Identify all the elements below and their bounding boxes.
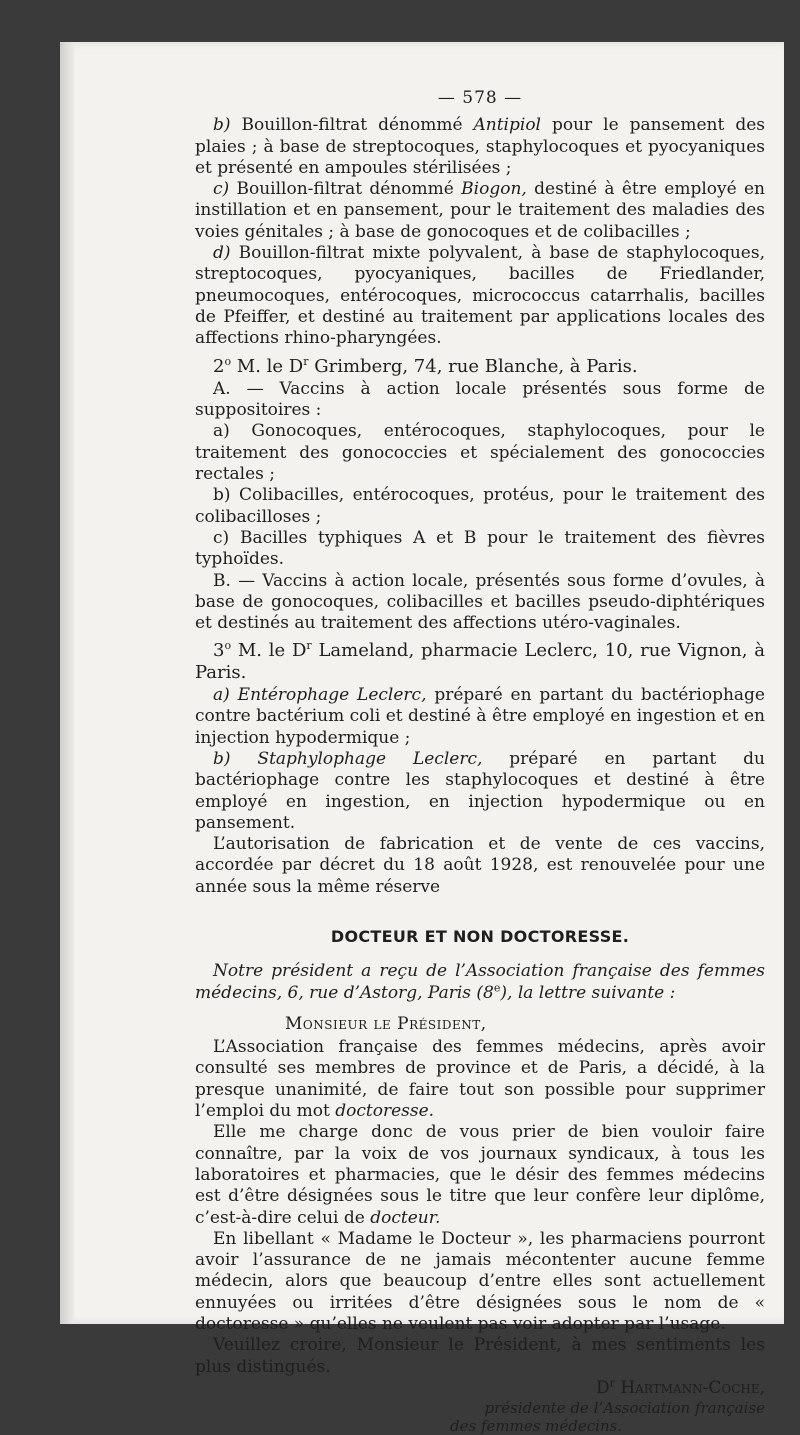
lameland-b: b) Staphylophage Leclerc, préparé en partant du bactériophage contre les staphylocoques et destiné à être employé en ingestion, en injection hypodermique ou en pansement. bbox=[195, 748, 765, 833]
intro: Notre président a reçu de l’Association française des femmes médecins, 6, rue d’Astorg, Paris (8e), la lettre suivante : bbox=[195, 961, 765, 1003]
grimberg-a: A. — Vaccins à action locale présentés sous forme de suppositoires : bbox=[195, 378, 765, 421]
item-c: c) Bouillon-filtrat dénommé Biogon, destiné à être employé en instillation et en pansement, pour le traitement des maladies des voies génitales ; à base de gonocoques et de colibacilles ; bbox=[195, 179, 765, 242]
letter-p4: Veuillez croire, Monsieur le Président, à mes sentiments les plus distingués. bbox=[195, 1335, 765, 1377]
grimberg-a-c: c) Bacilles typhiques A et B pour le traitement des fièvres typhoïdes. bbox=[195, 527, 765, 570]
letter-p3: En libellant « Madame le Docteur », les pharmaciens pourront avoir l’assurance de ne jamais mécontenter aucune femme médecin, alors que beaucoup d’entre elles sont actuellement ennuyées ou irritées d’être désignées sous le nom de « doctoresse » qu’elles ne veulent pas voir adopter par l’usage. bbox=[195, 1228, 765, 1335]
page-number: — 578 — bbox=[437, 88, 523, 108]
letter-p1: L’Association française des femmes médecins, après avoir consulté ses membres de province et de Paris, a décidé, à la presque unanimité, de faire tout son possible pour supprimer l’emploi du mot doctoresse. bbox=[195, 1037, 765, 1122]
grimberg-header: 2$^o$ M. le $D^r$ Grimberg, 74, rue Blanche, à Paris. bbox=[213, 354, 638, 377]
grimberg-a-b: b) Colibacilles, entérocoques, protéus, pour le traitement des colibacilloses ; bbox=[195, 485, 765, 527]
grimberg-b: B. — Vaccins à action locale, présentés sous forme d’ovules, à base de gonocoques, colibacilles et bacilles pseudo-diphtériques et destinés au traitement des affections utéro-vaginales. bbox=[195, 570, 765, 634]
signature-title-2: des femmes médecins. bbox=[450, 1417, 623, 1435]
lameland-a: a) Entérophage Leclerc, préparé en partant du bactériophage contre bactérium coli et destiné à être employé en ingestion et en injection hypodermique ; bbox=[195, 685, 765, 748]
item-b: b) Bouillon-filtrat dénommé Antipiol pour le pansement des plaies ; à base de streptocoques, staphylocoques et pyocyaniques et présenté en ampoules stérilisées ; bbox=[195, 115, 765, 178]
page-text bbox=[195, 88, 765, 1435]
letter-p2: Elle me charge donc de vous prier de bien vouloir faire connaître, par la voix de vos journaux syndicaux, à tous les laboratoires et pharmacies, que le désir des femmes médecins est d’être désignées sous le titre que leur confère leur diplôme, c’est-à-dire celui de docteur. bbox=[195, 1122, 765, 1228]
salutation: Monsieur le Président, bbox=[285, 1013, 487, 1034]
lameland-header: 3$^o$ M. le $D^r$ Lameland, pharmacie Leclerc, 10, rue Vignon, à Paris. bbox=[195, 639, 765, 683]
signature-name: $D^r$ Hartmann-Coche, bbox=[596, 1376, 765, 1398]
item-d: d) Bouillon-filtrat mixte polyvalent, à base de staphylocoques, streptocoques, pyocyaniques, bacilles de Friedlander, pneumocoques, entérocoques, micrococcus catarrhalis, bacilles de Pfeiffer, et destiné au traitement par applications locales des affections rhino-pharyngées. bbox=[195, 243, 765, 349]
signature-title-1: présidente de l’Association française bbox=[484, 1399, 765, 1418]
page-binding-edge bbox=[60, 42, 74, 1324]
lameland-authorization: L’autorisation de fabrication et de vente de ces vaccins, accordée par décret du 18 août 1928, est renouvelée pour une année sous la même réserve bbox=[195, 834, 765, 897]
grimberg-a-a: a) Gonocoques, entérocoques, staphylocoques, pour le traitement des gonococcies et spécialement des gonococcies rectales ; bbox=[195, 421, 765, 485]
section-title: DOCTEUR ET NON DOCTORESSE. bbox=[330, 926, 630, 946]
